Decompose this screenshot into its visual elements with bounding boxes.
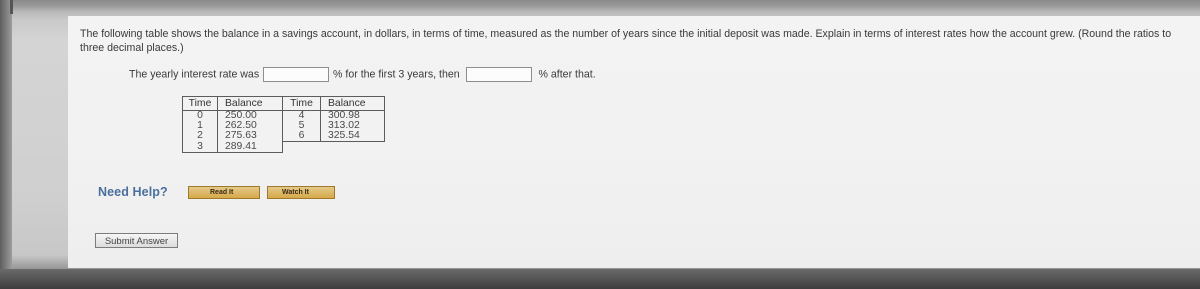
table-row bbox=[183, 142, 385, 153]
table-header-row bbox=[183, 97, 385, 111]
header-balance: Balance bbox=[321, 97, 385, 111]
read-it-button[interactable]: Read It bbox=[188, 186, 260, 199]
time-cell: 4 bbox=[283, 111, 321, 122]
balance-cell: 250.00 bbox=[218, 111, 283, 122]
watch-it-button[interactable]: Watch It bbox=[267, 186, 335, 199]
table-row bbox=[183, 131, 385, 142]
balance-table bbox=[182, 96, 385, 153]
balance-cell: 262.50 bbox=[218, 121, 283, 131]
need-help-label: Need Help? bbox=[98, 185, 168, 199]
first-rate-input[interactable] bbox=[263, 67, 329, 82]
balance-cell: 325.54 bbox=[321, 131, 385, 142]
rate-prefix: The yearly interest rate was bbox=[129, 68, 260, 81]
time-cell: 3 bbox=[183, 142, 218, 153]
empty-cell bbox=[283, 142, 321, 153]
submit-answer-button[interactable]: Submit Answer bbox=[95, 233, 178, 248]
interest-rate-line bbox=[129, 67, 596, 85]
window-left-edge bbox=[0, 0, 12, 289]
time-cell: 6 bbox=[283, 131, 321, 142]
time-cell: 5 bbox=[283, 121, 321, 131]
balance-cell: 289.41 bbox=[218, 142, 283, 153]
header-time: Time bbox=[283, 97, 321, 111]
balance-cell: 300.98 bbox=[321, 111, 385, 122]
window-top-mark bbox=[10, 0, 13, 14]
empty-cell bbox=[321, 142, 385, 153]
time-cell: 0 bbox=[183, 111, 218, 122]
time-cell: 2 bbox=[183, 131, 218, 142]
rate-suffix: % after that. bbox=[538, 68, 596, 81]
bottom-shadow bbox=[0, 269, 1200, 289]
balance-cell: 275.63 bbox=[218, 131, 283, 142]
rate-middle: % for the first 3 years, then bbox=[333, 68, 460, 81]
balance-cell: 313.02 bbox=[321, 121, 385, 131]
second-rate-input[interactable] bbox=[466, 67, 532, 82]
time-cell: 1 bbox=[183, 121, 218, 131]
header-time: Time bbox=[183, 97, 218, 111]
question-text: The following table shows the balance in a savings account, in dollars, in terms of time, measured as the number of years since the initial deposit was made. Explain in terms of interest rates how the account grew. (Round the ratios to three decimal places.) bbox=[80, 28, 1172, 54]
header-balance: Balance bbox=[218, 97, 283, 111]
